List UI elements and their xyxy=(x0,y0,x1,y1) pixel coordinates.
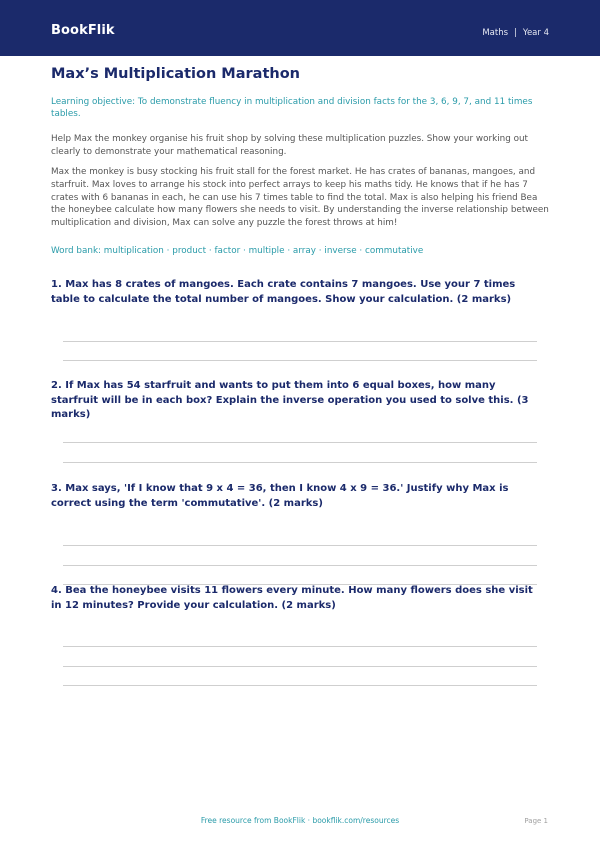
answer-line[interactable] xyxy=(63,565,537,566)
subject-label: Maths xyxy=(482,28,509,38)
header-meta xyxy=(482,28,549,38)
answer-line[interactable] xyxy=(63,646,537,647)
answer-line[interactable] xyxy=(63,545,537,546)
question-4: 4. Bea the honeybee visits 11 flowers every minute. How many flowers does she visit in 12 minutes? Provide your calculation. (2 marks) xyxy=(51,585,533,611)
learning-objective: Learning objective: To demonstrate fluency in multiplication and division facts for the 3, 6, 9, 7, and 11 times tables. xyxy=(51,97,533,119)
page-number: Page 1 xyxy=(524,817,548,825)
answer-line[interactable] xyxy=(63,685,537,686)
page-title: Max’s Multiplication Marathon xyxy=(51,66,300,82)
word-bank: Word bank: multiplication · product · factor · multiple · array · inverse · commutative xyxy=(51,246,424,256)
answer-line[interactable] xyxy=(63,341,537,342)
year-label: Year 4 xyxy=(522,28,549,38)
question-3: 3. Max says, 'If I know that 9 x 4 = 36, then I know 4 x 9 = 36.' Justify why Max is correct using the term 'commutative'. (2 marks) xyxy=(51,483,509,509)
header-separator: | xyxy=(514,28,517,38)
story-paragraph: Max the monkey is busy stocking his fruit stall for the forest market. He has crates of bananas, mangoes, and starfruit. Max loves to arrange his stock into perfect arrays to keep his maths tidy. He knows that if he has 7 crates with 6 bananas in each, he can use his 7 times table to find the total. Max is also helping his friend Bea the honeybee calculate how many flowers she needs to visit. By understanding the inverse relationship between multiplication and division, Max can solve any puzzle the forest throws at him! xyxy=(51,167,549,229)
question-2: 2. If Max has 54 starfruit and wants to put them into 6 equal boxes, how many starfruit will be in each box? Explain the inverse operation you used to solve this. (3 marks) xyxy=(51,380,529,420)
answer-line[interactable] xyxy=(63,666,537,667)
question-1: 1. Max has 8 crates of mangoes. Each crate contains 7 mangoes. Use your 7 times table to calculate the total number of mangoes. Show your calculation. (2 marks) xyxy=(51,279,516,305)
answer-line[interactable] xyxy=(63,442,537,443)
footer-credit: Free resource from BookFlik · bookflik.com/resources xyxy=(200,816,400,825)
answer-line[interactable] xyxy=(63,360,537,361)
answer-line[interactable] xyxy=(63,462,537,463)
header-bar xyxy=(0,0,600,56)
brand-logo: BookFlik xyxy=(51,23,115,38)
intro-paragraph: Help Max the monkey organise his fruit shop by solving these multiplication puzzles. Show your working out clearly to demonstrate your mathematical reasoning. xyxy=(51,134,529,157)
